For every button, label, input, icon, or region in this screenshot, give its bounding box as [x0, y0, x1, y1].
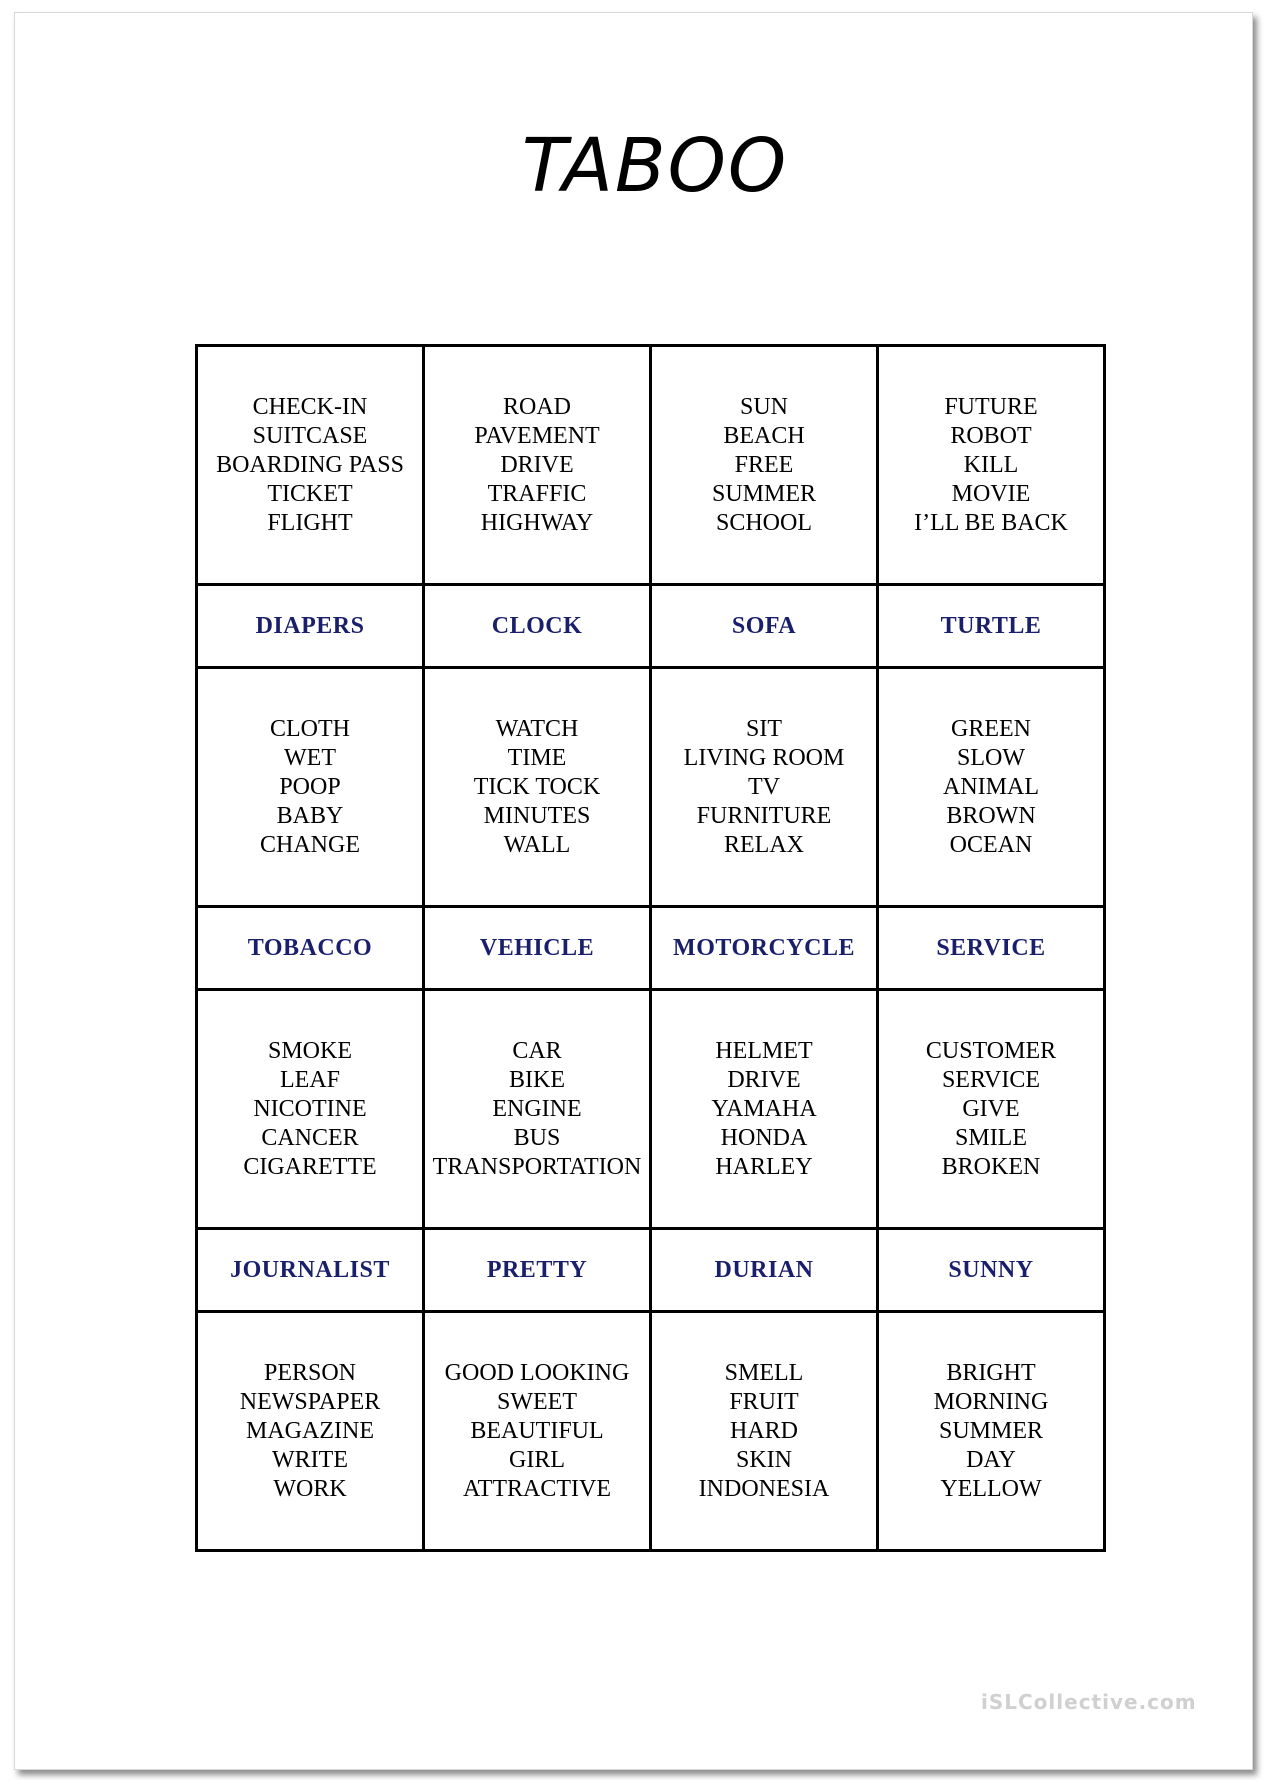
taboo-word-list — [879, 393, 1103, 538]
taboo-word: HARD — [729, 1417, 798, 1444]
taboo-word-cell — [197, 668, 424, 907]
guess-word: MOTORCYCLE — [673, 934, 855, 961]
taboo-word-list — [879, 1359, 1103, 1504]
guess-word-cell — [878, 1229, 1105, 1312]
taboo-word: YELLOW — [940, 1475, 1042, 1502]
guess-word: TOBACCO — [247, 934, 373, 961]
taboo-word: TICK TOCK — [473, 773, 601, 800]
taboo-word-cell — [424, 990, 651, 1229]
taboo-word: PERSON — [263, 1359, 357, 1386]
taboo-word: CIGARETTE — [243, 1153, 377, 1180]
taboo-word: FRUIT — [729, 1388, 799, 1415]
taboo-word-list — [652, 1359, 876, 1504]
taboo-word: WALL — [503, 831, 571, 858]
taboo-word: RELAX — [724, 831, 804, 858]
taboo-word-list — [879, 715, 1103, 860]
taboo-word: MAGAZINE — [246, 1417, 374, 1444]
taboo-word: NICOTINE — [253, 1095, 367, 1122]
word-row — [197, 668, 1105, 907]
taboo-word-cell — [197, 1312, 424, 1551]
guess-word: JOURNALIST — [230, 1256, 390, 1283]
taboo-word-cell — [878, 668, 1105, 907]
taboo-word: TIME — [507, 744, 567, 771]
taboo-word-list — [198, 715, 422, 860]
taboo-word: NEWSPAPER — [239, 1388, 381, 1415]
taboo-word-list — [198, 1359, 422, 1504]
word-row — [197, 990, 1105, 1229]
taboo-word: GIRL — [509, 1446, 565, 1473]
guess-word-cell — [651, 585, 878, 668]
taboo-word: ATTRACTIVE — [463, 1475, 611, 1502]
taboo-word: HARLEY — [715, 1153, 813, 1180]
taboo-word: SIT — [746, 715, 782, 742]
taboo-word: BEACH — [723, 422, 805, 449]
taboo-word: INDONESIA — [698, 1475, 830, 1502]
taboo-word: CHECK-IN — [252, 393, 368, 420]
taboo-word: WRITE — [272, 1446, 348, 1473]
taboo-word: GOOD LOOKING — [444, 1359, 630, 1386]
taboo-word: BUS — [513, 1124, 561, 1151]
guess-word: CLOCK — [491, 612, 583, 639]
heading-row — [197, 1229, 1105, 1312]
taboo-word: SLOW — [957, 744, 1025, 771]
taboo-word-cell — [651, 1312, 878, 1551]
taboo-word: SMILE — [955, 1124, 1027, 1151]
taboo-word: TICKET — [267, 480, 353, 507]
taboo-word-list — [425, 393, 649, 538]
guess-word-cell — [878, 585, 1105, 668]
taboo-word: BABY — [276, 802, 344, 829]
taboo-word: LIVING ROOM — [683, 744, 845, 771]
taboo-word: OCEAN — [949, 831, 1033, 858]
taboo-word-list — [652, 1037, 876, 1182]
taboo-word: SWEET — [497, 1388, 577, 1415]
taboo-word: SCHOOL — [715, 509, 812, 536]
guess-word: TURTLE — [940, 612, 1042, 639]
taboo-word: ROAD — [502, 393, 571, 420]
taboo-word: CHANGE — [260, 831, 360, 858]
taboo-word-cell — [651, 346, 878, 585]
taboo-word-cell — [424, 668, 651, 907]
taboo-word: HELMET — [715, 1037, 813, 1064]
taboo-word: MINUTES — [483, 802, 591, 829]
taboo-word: POOP — [279, 773, 341, 800]
taboo-word: MOVIE — [951, 480, 1031, 507]
taboo-word: BEAUTIFUL — [470, 1417, 604, 1444]
taboo-word: BOARDING PASS — [216, 451, 404, 478]
taboo-word: WORK — [273, 1475, 347, 1502]
guess-word-cell — [197, 1229, 424, 1312]
guess-word-cell — [651, 1229, 878, 1312]
taboo-word: LEAF — [280, 1066, 340, 1093]
taboo-word: SUMMER — [711, 480, 817, 507]
taboo-word: FLIGHT — [267, 509, 353, 536]
taboo-word-list — [879, 1037, 1103, 1182]
taboo-word: WET — [284, 744, 336, 771]
word-row — [197, 346, 1105, 585]
taboo-word: DRIVE — [500, 451, 574, 478]
taboo-word: GIVE — [962, 1095, 1020, 1122]
taboo-word-cell — [878, 990, 1105, 1229]
taboo-word: FREE — [734, 451, 794, 478]
taboo-word: HONDA — [720, 1124, 808, 1151]
taboo-word: I’LL BE BACK — [914, 509, 1068, 536]
taboo-word-cell — [651, 668, 878, 907]
guess-word-cell — [197, 585, 424, 668]
taboo-word: BROKEN — [941, 1153, 1041, 1180]
taboo-word: CUSTOMER — [925, 1037, 1057, 1064]
guess-word: SUNNY — [948, 1256, 1034, 1283]
taboo-word-cell — [197, 346, 424, 585]
taboo-word: SMELL — [724, 1359, 804, 1386]
taboo-word-list — [652, 715, 876, 860]
guess-word-cell — [424, 585, 651, 668]
guess-word-cell — [424, 907, 651, 990]
guess-word-cell — [878, 907, 1105, 990]
taboo-word: SUN — [739, 393, 788, 420]
taboo-word: DAY — [966, 1446, 1016, 1473]
taboo-word: SUITCASE — [252, 422, 368, 449]
taboo-word-cell — [424, 346, 651, 585]
heading-row — [197, 907, 1105, 990]
taboo-word: SUMMER — [938, 1417, 1044, 1444]
taboo-word: TV — [748, 773, 780, 800]
taboo-word-list — [198, 393, 422, 538]
guess-word-cell — [424, 1229, 651, 1312]
taboo-word: KILL — [963, 451, 1019, 478]
taboo-word: GREEN — [951, 715, 1031, 742]
taboo-word: WATCH — [495, 715, 579, 742]
taboo-word-cell — [424, 1312, 651, 1551]
guess-word-cell — [197, 907, 424, 990]
taboo-word: ENGINE — [492, 1095, 582, 1122]
taboo-word-list — [425, 715, 649, 860]
taboo-word: DRIVE — [727, 1066, 801, 1093]
taboo-word: FURNITURE — [696, 802, 832, 829]
guess-word: DURIAN — [714, 1256, 814, 1283]
guess-word: VEHICLE — [479, 934, 595, 961]
guess-word: SERVICE — [936, 934, 1046, 961]
taboo-word-cell — [197, 990, 424, 1229]
taboo-word: FUTURE — [944, 393, 1038, 420]
taboo-word-list — [652, 393, 876, 538]
taboo-word: SKIN — [735, 1446, 792, 1473]
taboo-word: HIGHWAY — [480, 509, 594, 536]
taboo-word-cell — [878, 1312, 1105, 1551]
page-title: TABOO — [521, 123, 789, 209]
taboo-word: SERVICE — [941, 1066, 1041, 1093]
taboo-word: MORNING — [933, 1388, 1049, 1415]
taboo-word: YAMAHA — [711, 1095, 817, 1122]
taboo-word-list — [425, 1359, 649, 1504]
taboo-word: ROBOT — [950, 422, 1032, 449]
guess-word: DIAPERS — [255, 612, 365, 639]
taboo-word: BROWN — [946, 802, 1036, 829]
taboo-word: CLOTH — [270, 715, 350, 742]
heading-row — [197, 585, 1105, 668]
taboo-word: TRAFFIC — [487, 480, 587, 507]
worksheet-page — [14, 12, 1253, 1770]
taboo-word: BRIGHT — [946, 1359, 1036, 1386]
taboo-word-cell — [651, 990, 878, 1229]
guess-word-cell — [651, 907, 878, 990]
guess-word: PRETTY — [486, 1256, 588, 1283]
taboo-word: TRANSPORTATION — [432, 1153, 642, 1180]
taboo-card-grid — [195, 344, 1106, 1552]
watermark: iSLCollective.com — [981, 1690, 1197, 1714]
taboo-word: SMOKE — [267, 1037, 352, 1064]
taboo-word-list — [425, 1037, 649, 1182]
taboo-word: CAR — [512, 1037, 562, 1064]
guess-word: SOFA — [731, 612, 797, 639]
taboo-word: ANIMAL — [943, 773, 1039, 800]
taboo-word-cell — [878, 346, 1105, 585]
word-row — [197, 1312, 1105, 1551]
taboo-word: CANCER — [261, 1124, 359, 1151]
taboo-word: PAVEMENT — [474, 422, 600, 449]
taboo-word: BIKE — [509, 1066, 565, 1093]
taboo-word-list — [198, 1037, 422, 1182]
